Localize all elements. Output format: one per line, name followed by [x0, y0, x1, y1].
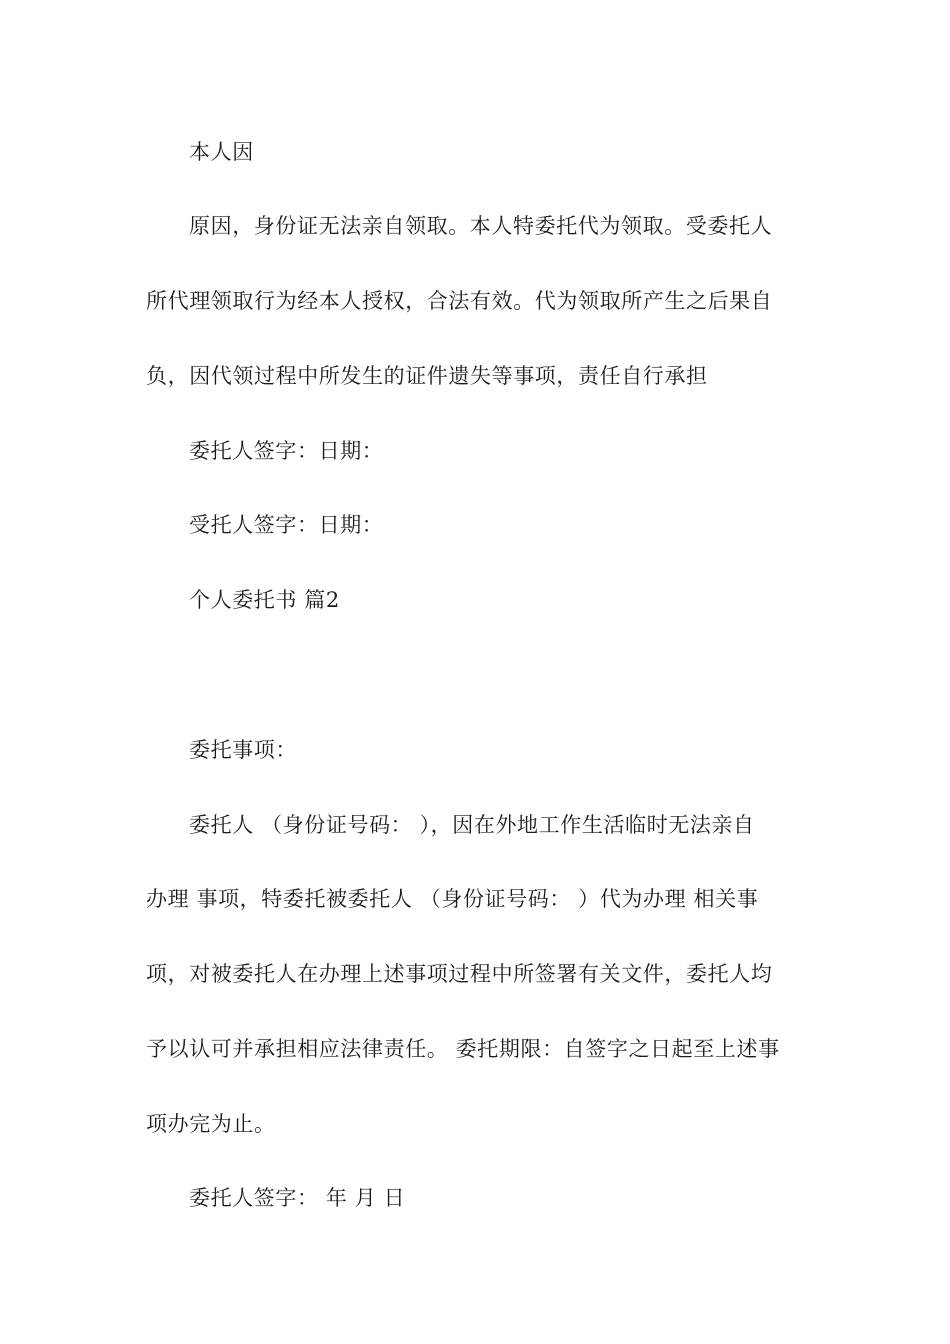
paragraph-line: 所代理领取行为经本人授权，合法有效。代为领取所产生之后果自 — [146, 289, 773, 313]
paragraph-line: 委托人 （身份证号码： ），因在外地工作生活临时无法亲自 — [189, 813, 755, 837]
paragraph-line: 委托事项： — [189, 738, 297, 762]
paragraph-line: 原因，身份证无法亲自领取。本人特委托代为领取。受委托人 — [189, 214, 773, 238]
paragraph-line: 办理 事项，特委托被委托人 （身份证号码： ）代为办理 相关事 — [146, 887, 759, 911]
paragraph-line: 予以认可并承担相应法律责任。 委托期限：自签字之日起至上述事 — [146, 1037, 780, 1061]
paragraph-line: 项，对被委托人在办理上述事项过程中所签署有关文件，委托人均 — [146, 962, 773, 986]
section-heading: 个人委托书 篇2 — [189, 588, 340, 612]
paragraph-line: 本人因 — [189, 140, 254, 164]
signature-date-line: 委托人签字： 年 月 日 — [189, 1186, 406, 1210]
paragraph-line: 项办完为止。 — [146, 1112, 276, 1136]
signature-line-principal: 委托人签字：日期： — [189, 439, 384, 463]
paragraph-line: 负，因代领过程中所发生的证件遗失等事项，责任自行承担 — [146, 364, 708, 388]
signature-line-agent: 受托人签字：日期： — [189, 513, 384, 537]
